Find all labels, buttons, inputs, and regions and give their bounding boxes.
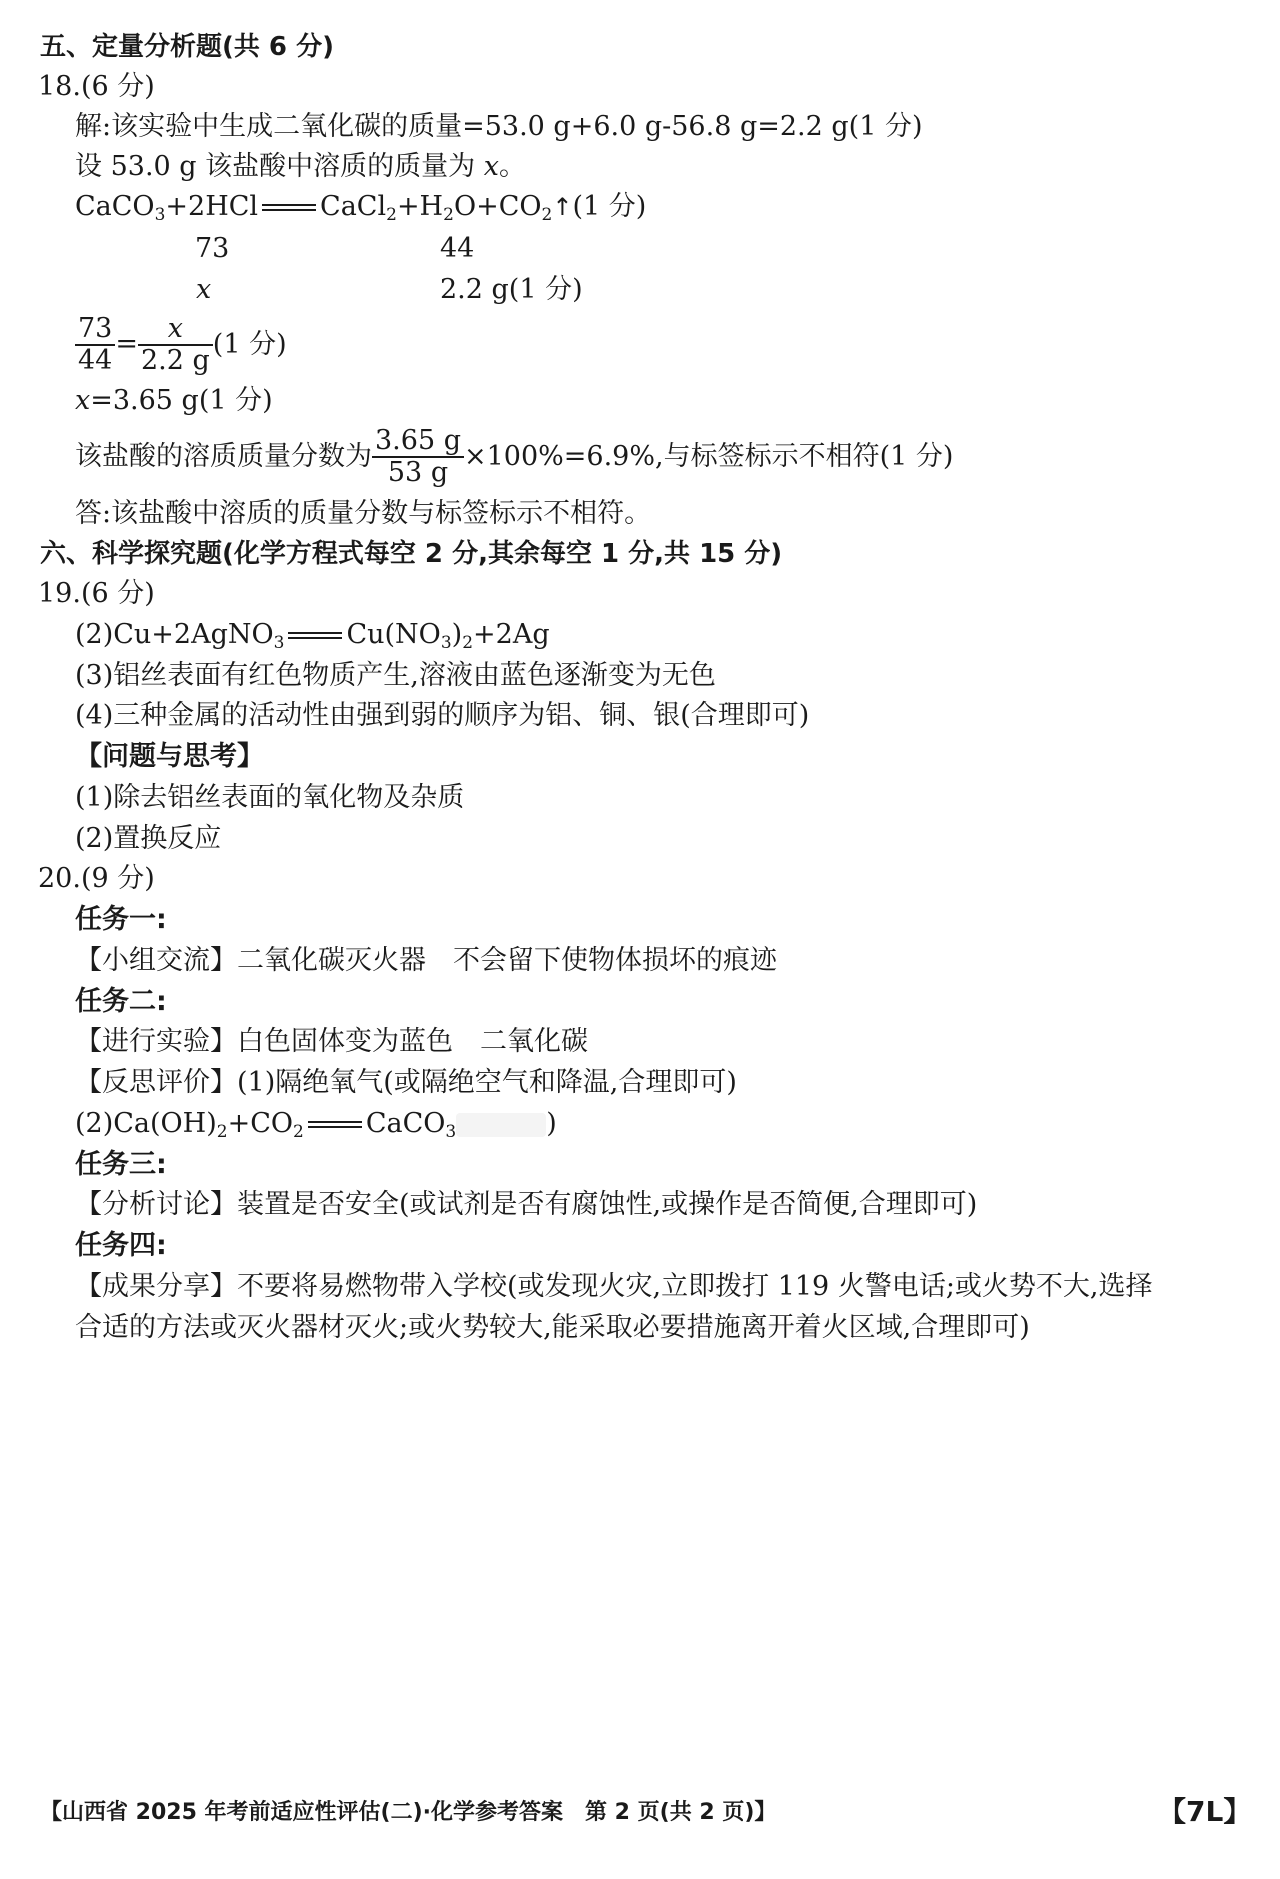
q18-fraction-line: 该盐酸的溶质质量分数为 $\frac{3.65 g}{53 g}$ ×100%=6.9%,与标签标示不相符(1 分): [75, 425, 954, 488]
task-4-share-line-1: 【成果分享】不要将易燃物带入学校(或发现火灾,立即拨打 119 火警电话;或火势不大,选择: [75, 1271, 1153, 1302]
task-4-share-line-2: 合适的方法或灭火器材灭火;或火势较大,能采取必要措施离开着火区域,合理即可): [75, 1312, 1030, 1343]
section-5-heading: 五、定量分析题(共 6 分): [40, 32, 334, 62]
task-2-experiment: 【进行实验】白色固体变为蓝色 二氧化碳: [75, 1026, 588, 1057]
task-2-equation: $(2)Ca(OH)_2+CO_2$ CaCO$_3$ ): [75, 1108, 557, 1142]
task-3-discussion: 【分析讨论】装置是否安全(或试剂是否有腐蚀性,或操作是否简便,合理即可): [75, 1189, 978, 1220]
q18-result-line: x=3.65 g(1 分): [75, 385, 273, 416]
page-footer: 【山西省 2025 年考前适应性评估(二)·化学参考答案 第 2 页(共 2 页)】: [40, 1800, 777, 1825]
gas-arrow-icon: ↑: [552, 193, 573, 221]
q18-equation: CaCO$_3$+2HCl $CaCl_2+H_2O+CO_2↑(1$ 分): [75, 191, 647, 225]
question-20-label: 20.(9 分): [38, 863, 155, 894]
q18-mass-73: 73: [195, 233, 230, 264]
q18-set-line: 设 53.0 g 该盐酸中溶质的质量为 x。: [75, 151, 526, 182]
q18-answer-line: 答:该盐酸中溶质的质量分数与标签标示不相符。: [75, 498, 652, 529]
task-4-label: 任务四:: [75, 1230, 167, 1261]
q19-think-1: (1)除去铝丝表面的氧化物及杂质: [75, 782, 465, 813]
task-1-label: 任务一:: [75, 904, 167, 935]
q19-think-heading: 【问题与思考】: [75, 741, 264, 772]
q19-line-3: (3)铝丝表面有红色物质产生,溶液由蓝色逐渐变为无色: [75, 660, 716, 691]
q18-proportion: $\frac{73}{44}$ = $\frac{x}{2.2 g}$ (1 分): [75, 314, 287, 376]
question-19-label: 19.(6 分): [38, 578, 155, 609]
q19-think-2: (2)置换反应: [75, 823, 222, 854]
task-1-exchange: 【小组交流】二氧化碳灭火器 不会留下使物体损坏的痕迹: [75, 945, 777, 976]
task-2-label: 任务二:: [75, 986, 167, 1017]
paper-code: 【7L】: [1158, 1795, 1252, 1828]
q19-line-4: (4)三种金属的活动性由强到弱的顺序为铝、铜、银(合理即可): [75, 700, 810, 731]
q18-mass-44: 44: [440, 233, 475, 264]
reaction-equals-sign: [262, 204, 316, 211]
q19-equation: (2)Cu+2AgNO$_3$ $Cu(NO_3)_2+2Ag$: [75, 619, 550, 653]
reaction-equals-sign: [308, 1121, 362, 1128]
q18-var-x: x: [196, 274, 212, 305]
fraction-73-44: $\frac{73}{44}$: [75, 314, 115, 376]
question-18-label: 18.(6 分): [38, 71, 155, 102]
fraction-3-65g-53g: $\frac{3.65 g}{53 g}$: [372, 426, 464, 488]
q18-solve-line: 解:该实验中生成二氧化碳的质量=53.0 g+6.0 g-56.8 g=2.2 g(1 分): [75, 111, 923, 142]
q18-value-2-2g: 2.2 g(1 分): [440, 274, 583, 305]
section-6-heading: 六、科学探究题(化学方程式每空 2 分,其余每空 1 分,共 15 分): [40, 539, 783, 569]
task-2-reflection: 【反思评价】(1)隔绝氧气(或隔绝空气和降温,合理即可): [75, 1067, 737, 1098]
fraction-x-2-2g: $\frac{x}{2.2 g}$: [138, 314, 213, 376]
task-3-label: 任务三:: [75, 1149, 167, 1180]
obscured-region: [456, 1113, 546, 1137]
reaction-equals-sign: [288, 632, 342, 639]
